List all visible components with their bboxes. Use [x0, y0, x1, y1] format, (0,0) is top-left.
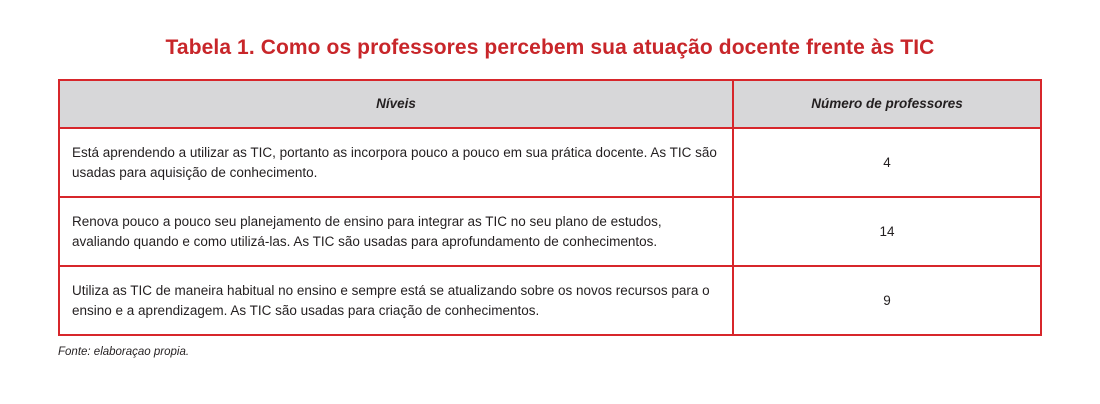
count-cell: 9 — [883, 292, 891, 308]
level-cell: Renova pouco a pouco seu planejamento de ensino para integrar as TIC no seu plano de estudos, avaliando quando e como utilizá-las. As TIC são usadas para aprofundamento de conhecimentos. — [60, 198, 734, 265]
table-row — [60, 265, 1040, 334]
data-table — [58, 79, 1042, 336]
count-cell: 4 — [883, 154, 891, 170]
level-cell: Utiliza as TIC de maneira habitual no ensino e sempre está se atualizando sobre os novos recursos para o ensino e a aprendizagem. As TIC são usadas para criação de conhecimentos. — [60, 267, 734, 334]
table-row — [60, 196, 1040, 265]
table-header-row — [60, 81, 1040, 127]
table-title: Tabela 1. Como os professores percebem sua atuação docente frente às TIC — [165, 36, 935, 59]
header-count: Número de professores — [811, 96, 963, 111]
table-row — [60, 127, 1040, 196]
level-cell: Está aprendendo a utilizar as TIC, portanto as incorpora pouco a pouco em sua prática docente. As TIC são usadas para aquisição de conhecimento. — [60, 129, 734, 196]
header-levels: Níveis — [60, 81, 734, 127]
table-source-note: Fonte: elaboraçao propia. — [58, 346, 190, 358]
count-cell: 14 — [879, 223, 895, 239]
